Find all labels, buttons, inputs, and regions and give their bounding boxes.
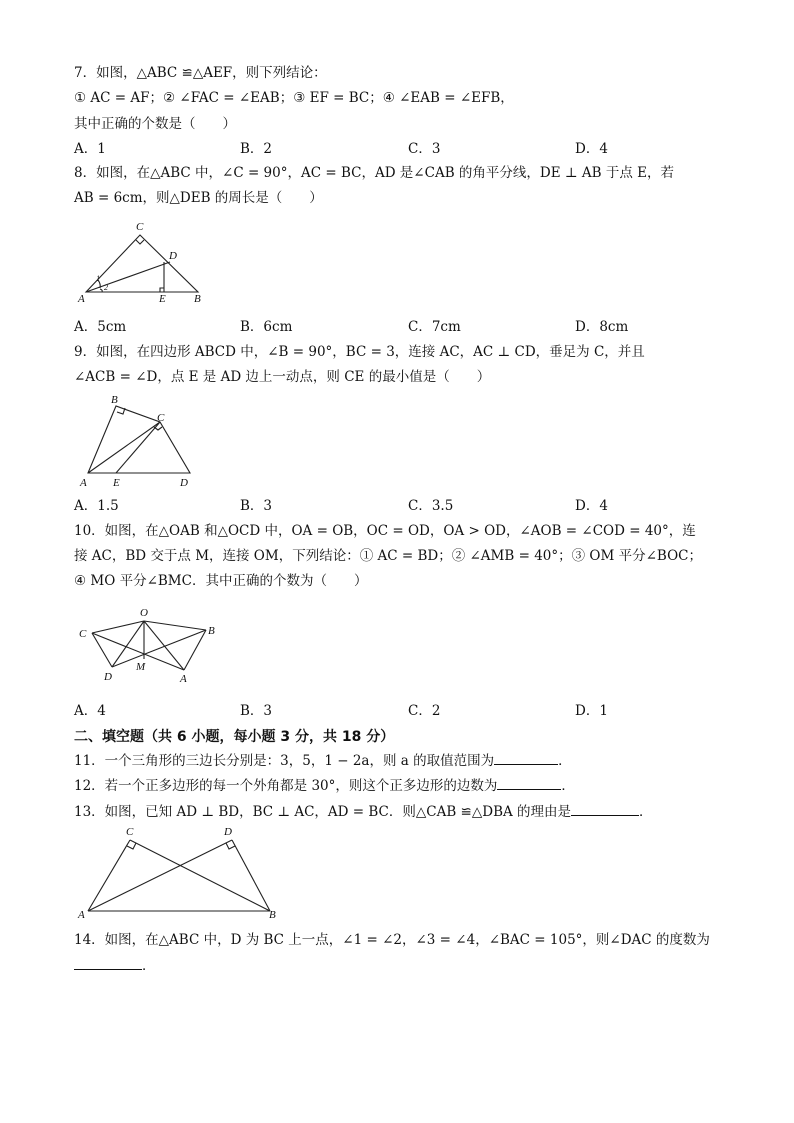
q8-option-c: C．7cm (408, 319, 461, 335)
q10-stem-line1: 10．如图，在△OAB 和△OCD 中，OA = OB，OC = OD，OA > OD，∠AOB = ∠COD = 40°，连 (74, 523, 696, 539)
q12-end: ． (561, 778, 575, 794)
q9-label-a: A (80, 477, 87, 489)
q9-right-angle-c (154, 427, 162, 430)
q8-label-d: D (169, 250, 177, 262)
q8-label-a: A (78, 293, 85, 305)
q9-quadrilateral-abcd (88, 406, 190, 473)
q10-option-d: D．1 (575, 703, 608, 719)
q8-right-angle-e (160, 288, 164, 292)
q10-label-c: C (79, 628, 87, 640)
q10-option-b: B．3 (240, 703, 273, 719)
q10-stem-line2: 接 AC，BD 交于点 M，连接 OM，下列结论：① AC = BD；② ∠AMB = 40°；③ OM 平分∠BOC； (74, 548, 702, 564)
q10-option-c: C．2 (408, 703, 441, 719)
q8-stem-line1: 8．如图，在△ABC 中，∠C = 90°，AC = BC，AD 是∠CAB 的角平分线，DE ⊥ AB 于点 E，若 (74, 165, 674, 181)
q9-option-b: B．3 (240, 498, 273, 514)
q9-option-a: A．1.5 (74, 498, 119, 514)
q8-label-angle2: 2 (104, 283, 108, 292)
q13-answer-blank[interactable] (571, 802, 639, 816)
q13-figure (74, 822, 284, 922)
q8-label-e: E (159, 293, 166, 305)
q14-end: ． (142, 958, 156, 974)
q11-answer-blank[interactable] (494, 751, 558, 765)
q10-segment-cd (92, 633, 112, 667)
q12-answer-blank[interactable] (497, 776, 561, 790)
q11-end: ． (558, 753, 572, 769)
q9-stem-line2: ∠ACB = ∠D，点 E 是 AD 边上一动点，则 CE 的最小值是（ ） (74, 369, 491, 385)
q9-stem-line1: 9．如图，在四边形 ABCD 中，∠B = 90°，BC = 3，连接 AC，AC ⊥ CD，垂足为 C，并且 (74, 344, 645, 360)
q10-label-a: A (180, 673, 187, 685)
q13-end: ． (639, 804, 653, 820)
q10-stem-line3: ④ MO 平分∠BMC．其中正确的个数为（ ） (74, 573, 368, 589)
q13-line (74, 802, 653, 821)
q7-option-b: B．2 (240, 141, 273, 157)
q13-text: 13．如图，已知 AD ⊥ BD，BC ⊥ AC，AD = BC．则△CAB ≌△DBA 的理由是 (74, 804, 572, 820)
q7-option-c: C．3 (408, 141, 441, 157)
q10-label-d: D (104, 671, 112, 683)
q10-label-b: B (208, 625, 215, 637)
q10-segment-oa (144, 621, 184, 670)
q12-text: 12．若一个正多边形的每一个外角都是 30°，则这个正多边形的边数为 (74, 778, 498, 794)
q8-label-b: B (194, 293, 201, 305)
q7-stem: 7．如图，△ABC ≌△AEF，则下列结论： (74, 65, 327, 81)
q10-figure (74, 604, 234, 688)
q14-line2 (74, 956, 156, 975)
q9-label-d: D (180, 477, 188, 489)
q9-segment-ce (116, 422, 160, 473)
q10-label-o: O (140, 607, 148, 619)
q7-option-d: D．4 (575, 141, 608, 157)
q10-segment-ba (184, 630, 206, 670)
q11-text: 11．一个三角形的三边长分别是：3，5，1 − 2a，则 a 的取值范围为 (74, 753, 495, 769)
q8-stem-line2: AB = 6cm，则△DEB 的周长是（ ） (74, 190, 323, 206)
q8-label-angle1: 1 (96, 274, 100, 283)
q13-label-c: C (126, 826, 134, 838)
q14-answer-blank[interactable] (74, 956, 142, 970)
q10-option-a: A．4 (74, 703, 106, 719)
q10-segment-ob (144, 621, 206, 630)
q8-option-b: B．6cm (240, 319, 293, 335)
q8-triangle-abc (86, 235, 198, 292)
q9-figure (74, 392, 204, 492)
q13-label-a: A (78, 909, 85, 921)
q13-label-b: B (269, 909, 276, 921)
q8-option-d: D．8cm (575, 319, 629, 335)
q9-label-c: C (157, 412, 165, 424)
q8-label-c: C (136, 221, 144, 233)
q13-segment-db (232, 840, 270, 911)
q7-option-a: A．1 (74, 141, 106, 157)
q14-stem-line1: 14．如图，在△ABC 中，D 为 BC 上一点，∠1 = ∠2，∠3 = ∠4，∠BAC = 105°，则∠DAC 的度数为 (74, 932, 710, 948)
q9-option-d: D．4 (575, 498, 608, 514)
q10-segment-bd (112, 630, 206, 667)
q10-label-m: M (136, 661, 146, 673)
section-title-fill-in: 二、填空题（共 6 小题，每小题 3 分，共 18 分） (74, 729, 395, 745)
q8-right-angle-c (136, 240, 144, 244)
q13-segment-cb (130, 840, 270, 911)
q13-label-d: D (224, 826, 232, 838)
q8-figure (74, 218, 214, 308)
q9-label-b: B (111, 394, 118, 406)
q12-line (74, 776, 575, 795)
q7-conclusions: ① AC = AF；② ∠FAC = ∠EAB；③ EF = BC；④ ∠EAB = ∠EFB， (74, 90, 514, 106)
q7-ask: 其中正确的个数是（ ） (74, 116, 236, 132)
q9-option-c: C．3.5 (408, 498, 454, 514)
q13-right-angle-c (127, 843, 136, 849)
q10-segment-oc (92, 621, 144, 633)
q8-option-a: A．5cm (74, 319, 127, 335)
q11-line (74, 751, 572, 770)
q9-label-e: E (113, 477, 120, 489)
